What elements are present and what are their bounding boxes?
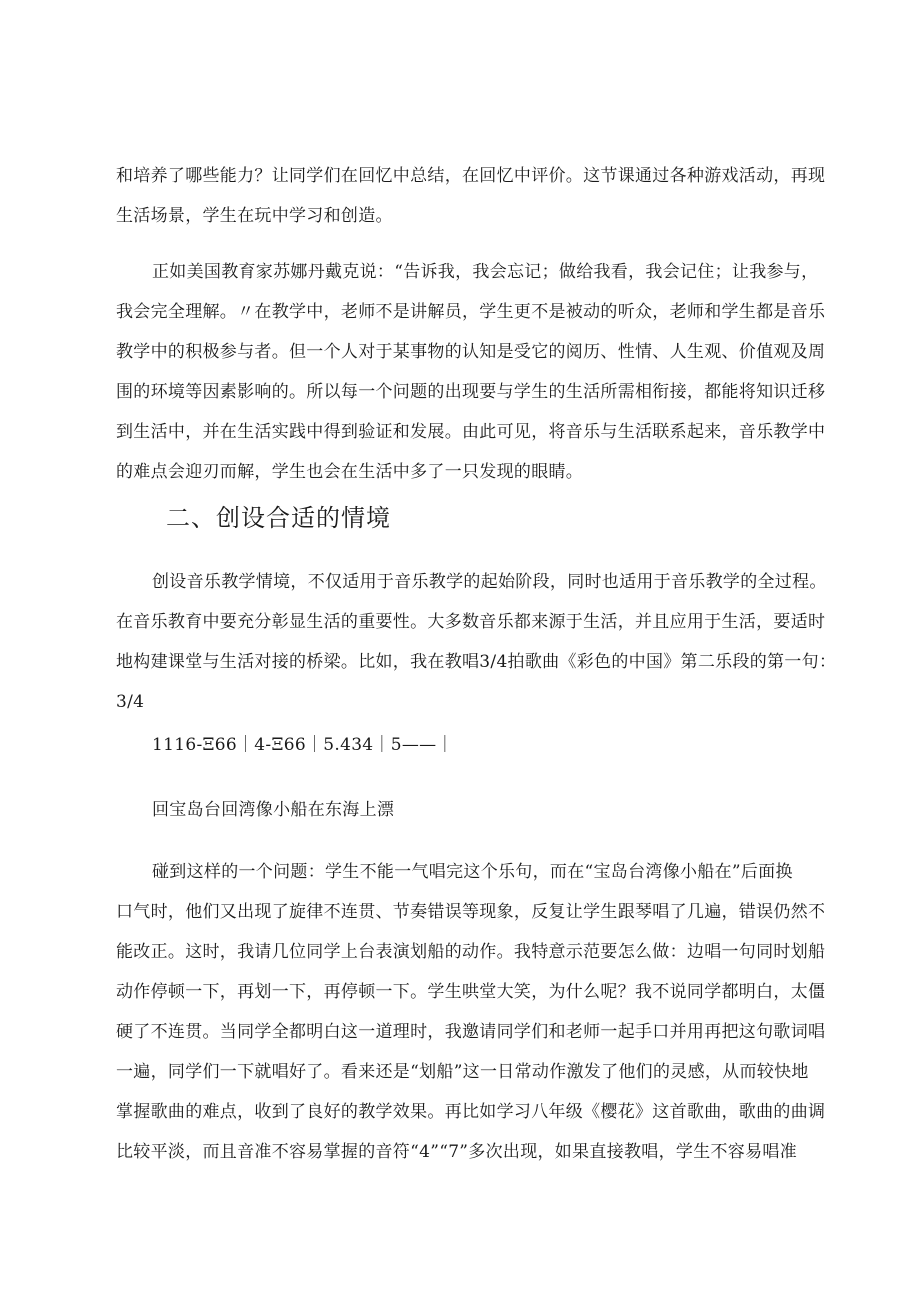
paragraph-1 — [116, 156, 826, 236]
paragraph-line: 在音乐教育中要充分彰显生活的重要性。大多数音乐都来源于生活，并且应用于生活，要适时 — [116, 612, 826, 632]
paragraph-line: 3/4 — [116, 692, 145, 712]
paragraph-line: 生活场景，学生在玩中学习和创造。 — [116, 206, 393, 226]
paragraph-3 — [116, 562, 837, 722]
paragraph-line: 口气时，他们又出现了旋律不连贯、节奏错误等现象，反复让学生跟琴唱了几遍，错误仍然不 — [116, 902, 826, 922]
paragraph-line: 围的环境等因素影响的。所以每一个问题的出现要与学生的生活所需相衔接，都能将知识迁移 — [116, 382, 826, 402]
paragraph-line: 比较平淡，而且音准不容易掌握的音符“4”“7”多次出现，如果直接教唱，学生不容易唱准 — [116, 1142, 797, 1162]
section-heading: 二、创设合适的情境 — [166, 504, 391, 532]
paragraph-line: 教学中的积极参与者。但一个人对于某事物的认知是受它的阅历、性情、人生观、价值观及周 — [116, 342, 826, 362]
paragraph-line: 能改正。这时，我请几位同学上台表演划船的动作。我特意示范要怎么做：边唱一句同时划船 — [116, 942, 826, 962]
paragraph-line: 和培养了哪些能力？让同学们在回忆中总结，在回忆中评价。这节课通过各种游戏活动，再现 — [116, 166, 826, 186]
paragraph-line: 到生活中，并在生活实践中得到验证和发展。由此可见，将音乐与生活联系起来，音乐教学中 — [116, 422, 826, 442]
song-lyrics: 回宝岛台回湾像小船在东海上漂 — [152, 800, 395, 820]
music-notation: 1116-Ξ66｜4-Ξ66｜5.434｜5——｜ — [152, 735, 454, 755]
paragraph-4 — [116, 852, 826, 1172]
paragraph-line: 一遍，同学们一下就唱好了。看来还是“划船”这一日常动作激发了他们的灵感，从而较快地 — [116, 1062, 809, 1082]
paragraph-line: 地构建课堂与生活对接的桥梁。比如，我在教唱3/4拍歌曲《彩色的中国》第二乐段的第一句： — [116, 652, 837, 672]
paragraph-line: 掌握歌曲的难点，收到了良好的教学效果。再比如学习八年级《樱花》这首歌曲，歌曲的曲调 — [116, 1102, 826, 1122]
paragraph-line: 硬了不连贯。当同学全都明白这一道理时，我邀请同学们和老师一起手口并用再把这句歌词唱 — [116, 1022, 826, 1042]
paragraph-line: 创设音乐教学情境，不仅适用于音乐教学的起始阶段，同时也适用于音乐教学的全过程。 — [152, 572, 827, 592]
paragraph-line: 正如美国教育家苏娜丹戴克说：“告诉我，我会忘记；做给我看，我会记住；让我参与， — [152, 262, 819, 282]
paragraph-line: 我会完全理解。〃在教学中，老师不是讲解员，学生更不是被动的听众，老师和学生都是音乐 — [116, 302, 826, 322]
paragraph-line: 碰到这样的一个问题：学生不能一气唱完这个乐句，而在“宝岛台湾像小船在”后面换 — [152, 862, 793, 882]
paragraph-2 — [116, 252, 826, 492]
paragraph-line: 动作停顿一下，再划一下，再停顿一下。学生哄堂大笑，为什么呢？我不说同学都明白，太僵 — [116, 982, 826, 1002]
paragraph-line: 的难点会迎刃而解，学生也会在生活中多了一只发现的眼睛。 — [116, 462, 584, 482]
